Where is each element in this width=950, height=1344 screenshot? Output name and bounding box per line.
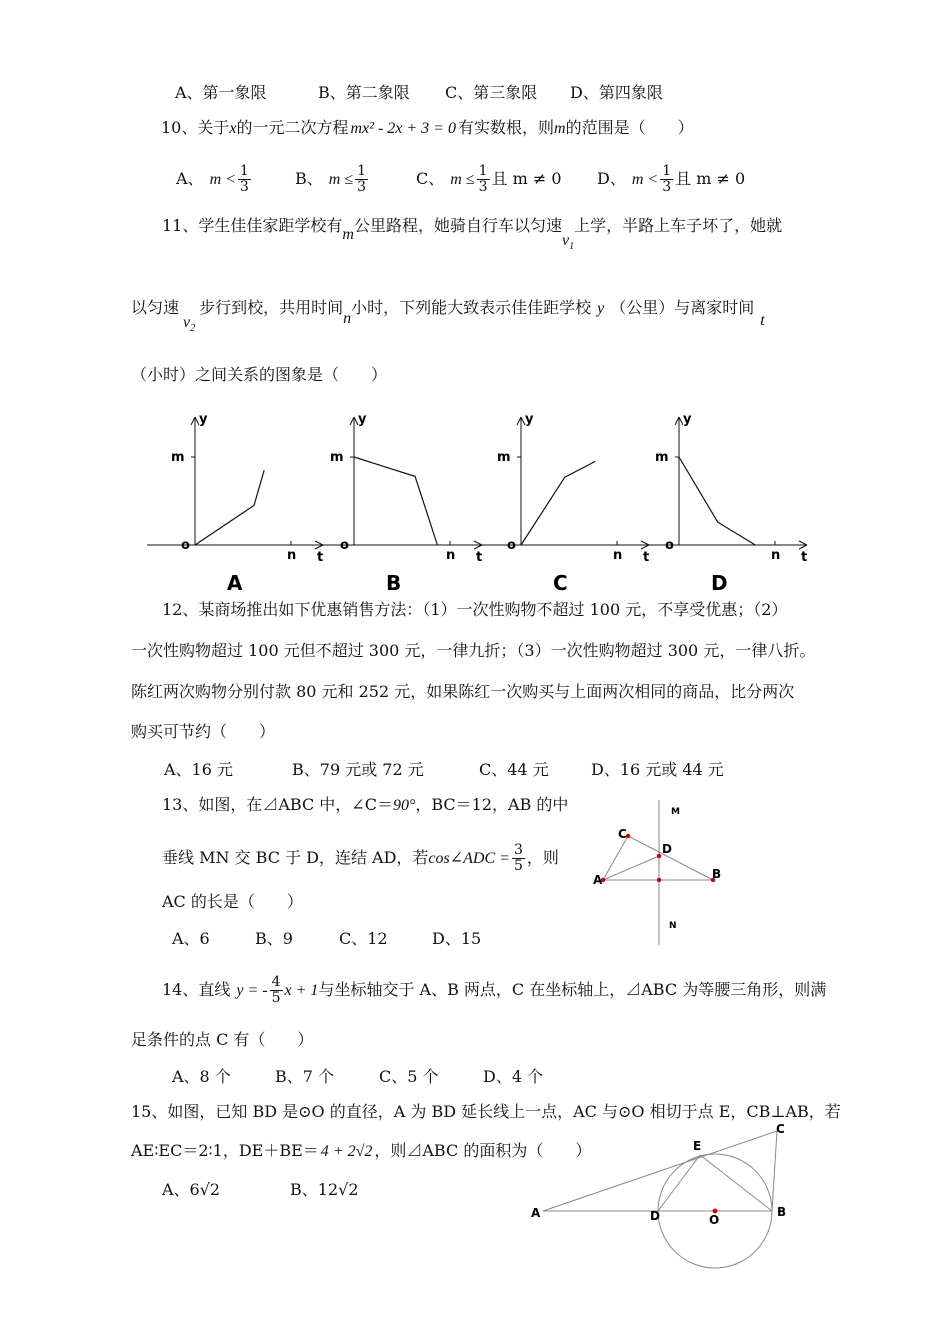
q15-option-b: B、12√2 bbox=[290, 1180, 359, 1199]
q13-line2-a: 垂线 MN 交 BC 于 D，连结 AD，若 bbox=[162, 848, 429, 867]
q14-line1 bbox=[162, 975, 826, 1006]
q12-line1 bbox=[162, 600, 787, 620]
graph-a-y-arrow bbox=[191, 417, 195, 425]
q10-option-d-label: D、 bbox=[597, 169, 626, 188]
v-subscript: 2 bbox=[190, 323, 196, 334]
label-b: B bbox=[777, 1205, 787, 1219]
graph-b-y-arrow bbox=[350, 417, 354, 425]
graph-d-label-origin: o bbox=[665, 538, 674, 553]
q11-line3 bbox=[131, 365, 387, 385]
q11-line3-text: （小时）之间关系的图象是（ ） bbox=[131, 365, 388, 384]
q11-line1-c: 上学，半路上车子坏了，她就 bbox=[574, 216, 783, 235]
q10-option-b-frac bbox=[355, 164, 368, 195]
graph-c-caption: C bbox=[553, 571, 568, 595]
q10-option-a-rel: m < bbox=[209, 171, 236, 188]
q9-option-b: B、第二象限 bbox=[318, 83, 410, 102]
q14-eq-left: y = - bbox=[236, 982, 268, 999]
graph-c-x-arrow bbox=[641, 541, 649, 545]
q14-frac bbox=[270, 975, 283, 1006]
frac-den: 3 bbox=[478, 179, 488, 195]
label-o: O bbox=[709, 1213, 720, 1227]
q11-line1-a: 11、学生佳佳家距学校有 bbox=[162, 216, 343, 235]
q11-line2-b: 步行到校，共用时间 bbox=[199, 298, 344, 317]
q13-option-d: D、15 bbox=[432, 929, 482, 948]
graph-a-label-origin: o bbox=[181, 538, 190, 553]
q11-var-m: m bbox=[342, 226, 354, 243]
graph-b-label-n: n bbox=[446, 548, 456, 563]
frac-num: 4 bbox=[271, 974, 281, 990]
label-c: C bbox=[776, 1122, 785, 1136]
q13-angle: 90° bbox=[392, 797, 416, 814]
q12-line2-text: 一次性购物超过 100 元但不超过 300 元，一律九折；（3）一次性购物超过 300 元，一律八折。 bbox=[131, 641, 816, 660]
frac-den: 3 bbox=[662, 179, 672, 195]
graph-b-label-y: y bbox=[358, 412, 367, 427]
graph-a-label-t: t bbox=[317, 550, 324, 565]
frac-num: 1 bbox=[662, 163, 672, 179]
graph-b-label-t: t bbox=[476, 550, 483, 565]
frac-num: 3 bbox=[513, 842, 523, 858]
q10-option-d-frac bbox=[660, 164, 673, 195]
q14-line2-text: 足条件的点 C 有（ ） bbox=[131, 1030, 314, 1049]
q12-option-a: A、16 元 bbox=[164, 760, 234, 779]
v-subscript: 1 bbox=[569, 241, 575, 252]
q11-line2-d: （公里）与离家时间 bbox=[610, 298, 755, 317]
ad-segment bbox=[603, 856, 659, 880]
q10-option-b bbox=[295, 164, 370, 195]
q10-option-c-rel: m ≤ bbox=[450, 171, 475, 188]
frac-num: 1 bbox=[478, 163, 488, 179]
ac-segment bbox=[543, 1131, 777, 1211]
point-d bbox=[657, 854, 661, 858]
q13-line1-a: 13、如图，在⊿ABC 中，∠C＝ bbox=[162, 795, 393, 814]
q10-option-c-extra: 且 m ≠ 0 bbox=[491, 169, 562, 188]
q12-line2 bbox=[131, 641, 815, 661]
q14-line2 bbox=[131, 1030, 313, 1050]
q13-cos-expr: cos∠ADC = bbox=[428, 850, 510, 867]
q10-option-a-label: A、 bbox=[176, 169, 204, 188]
q15-line2-a: AE∶EC＝2∶1，DE＋BE＝ bbox=[131, 1141, 319, 1160]
cb-segment bbox=[772, 1131, 777, 1211]
q12-line3 bbox=[131, 682, 794, 702]
q13-line1 bbox=[162, 795, 568, 816]
graph-d-y-arrow bbox=[675, 417, 679, 425]
q11-line2 bbox=[131, 298, 765, 339]
graph-b-label-origin: o bbox=[340, 538, 349, 553]
de-segment bbox=[658, 1155, 700, 1211]
q15-line1-text: 15、如图，已知 BD 是⊙O 的直径，A 为 BD 延长线上一点，AC 与⊙O 相切于点 E，CB⊥AB，若 bbox=[131, 1102, 841, 1121]
q11-var-v2 bbox=[183, 314, 196, 334]
label-m: M bbox=[671, 807, 680, 817]
q13-option-c: C、12 bbox=[339, 929, 388, 948]
v-symbol: v bbox=[561, 232, 570, 249]
q13-option-a: A、6 bbox=[172, 929, 210, 948]
graph-c-label-m: m bbox=[497, 450, 511, 465]
q14-suffix: 与坐标轴交于 A、B 两点，C 在坐标轴上，⊿ABC 为等腰三角形，则满 bbox=[318, 980, 827, 999]
q10-mid: 的一元二次方程 bbox=[236, 118, 349, 137]
graph-a-x-arrow bbox=[315, 541, 323, 545]
q10-option-c-frac bbox=[477, 164, 490, 195]
q10-option-d bbox=[597, 164, 745, 195]
q14-option-c: C、5 个 bbox=[379, 1067, 439, 1086]
q15-option-a: A、6√2 bbox=[162, 1180, 221, 1199]
graph-a-label-y: y bbox=[199, 412, 208, 427]
q10-options bbox=[0, 155, 950, 201]
q13-option-b: B、9 bbox=[255, 929, 293, 948]
q10-option-a-frac bbox=[238, 164, 251, 195]
q10-prefix: 10、关于 bbox=[161, 118, 230, 137]
graph-c-label-t: t bbox=[643, 550, 650, 565]
q11-line1 bbox=[162, 216, 782, 257]
graph-a-label-n: n bbox=[287, 548, 297, 563]
q14-eq-right: x + 1 bbox=[284, 982, 319, 999]
graph-c-y-arrow bbox=[517, 417, 521, 425]
q12-line3-text: 陈红两次购物分别付款 80 元和 252 元，如果陈红一次购买与上面两次相同的商品，比分两次 bbox=[131, 682, 795, 701]
frac-num: 1 bbox=[239, 163, 249, 179]
q10-after-eq: 有实数根，则 bbox=[457, 118, 554, 137]
label-a: A bbox=[593, 873, 603, 887]
label-b: B bbox=[712, 867, 722, 881]
q10-option-b-label: B、 bbox=[295, 169, 323, 188]
q10-suffix: 的范围是（ ） bbox=[565, 118, 694, 137]
q12-option-d: D、16 元或 44 元 bbox=[591, 760, 724, 779]
q10-option-d-extra: 且 m ≠ 0 bbox=[675, 169, 746, 188]
graph-b-curve bbox=[354, 457, 437, 545]
q11-var-v1 bbox=[561, 232, 575, 252]
graph-d-x-arrow bbox=[799, 545, 807, 549]
frac-den: 3 bbox=[357, 179, 367, 195]
q11-var-t: t bbox=[760, 312, 765, 329]
q13-frac bbox=[512, 843, 525, 874]
graph-d-label-t: t bbox=[801, 550, 808, 565]
q13-line2-b: ，则 bbox=[526, 848, 559, 867]
q10-option-c-label: C、 bbox=[416, 169, 445, 188]
point-midpoint bbox=[657, 878, 661, 882]
q15-figure bbox=[525, 1118, 805, 1298]
q13-line2 bbox=[162, 843, 559, 874]
q15-line2-b: ，则⊿ABC 的面积为（ ） bbox=[374, 1141, 592, 1160]
q10-option-d-rel: m < bbox=[631, 171, 659, 188]
q10-equation: mx² - 2x + 3 = 0 bbox=[350, 120, 456, 137]
graph-c-label-n: n bbox=[613, 548, 623, 563]
q14-option-a: A、8 个 bbox=[172, 1067, 231, 1086]
label-d: D bbox=[662, 842, 672, 856]
q13-line1-b: ，BC＝12，AB 的中 bbox=[415, 795, 569, 814]
frac-num: 1 bbox=[357, 163, 367, 179]
q10-option-c bbox=[416, 164, 562, 195]
frac-den: 5 bbox=[513, 858, 523, 874]
graph-c-label-y: y bbox=[525, 412, 534, 427]
q10-var-m: m bbox=[554, 120, 566, 137]
q13-line3-text: AC 的长是（ ） bbox=[162, 892, 303, 911]
q9-option-d: D、第四象限 bbox=[570, 83, 663, 102]
q11-line2-c: 小时，下列能大致表示佳佳距学校 bbox=[351, 298, 592, 317]
graph-d-curve bbox=[679, 457, 755, 545]
q9-option-a: A、第一象限 bbox=[175, 83, 267, 102]
graph-d-label-n: n bbox=[771, 548, 781, 563]
q10-option-b-rel: m ≤ bbox=[328, 171, 354, 188]
label-d: D bbox=[650, 1209, 660, 1223]
q12-option-c: C、44 元 bbox=[479, 760, 549, 779]
q11-line1-b: 公里路程，她骑自行车以匀速 bbox=[353, 216, 562, 235]
q12-option-b: B、79 元或 72 元 bbox=[292, 760, 424, 779]
graph-a-x-arrow bbox=[315, 545, 323, 549]
label-n: N bbox=[669, 921, 677, 931]
graph-c-x-arrow bbox=[641, 545, 649, 549]
label-c: C bbox=[618, 827, 627, 841]
graph-c-curve bbox=[521, 461, 595, 545]
q9-option-c: C、第三象限 bbox=[445, 83, 538, 102]
q12-line4-text: 购买可节约（ ） bbox=[131, 722, 276, 741]
q10-stem bbox=[161, 118, 694, 139]
q11-var-y: y bbox=[597, 300, 605, 317]
graph-a-label-m: m bbox=[171, 450, 185, 465]
q12-line4 bbox=[131, 722, 275, 742]
graph-b-caption: B bbox=[386, 571, 402, 595]
q14-prefix: 14、直线 bbox=[162, 980, 231, 999]
q15-expr: 4 + 2√2 bbox=[320, 1143, 373, 1160]
graph-d-label-m: m bbox=[655, 450, 669, 465]
q14-option-b: B、7 个 bbox=[275, 1067, 335, 1086]
label-e: E bbox=[693, 1139, 702, 1153]
eb-segment bbox=[700, 1155, 772, 1211]
q14-option-d: D、4 个 bbox=[483, 1067, 544, 1086]
ac-segment bbox=[603, 836, 628, 880]
graph-d-caption: D bbox=[711, 571, 728, 595]
q10-option-a bbox=[176, 164, 253, 195]
frac-den: 5 bbox=[271, 990, 281, 1006]
graph-b-label-m: m bbox=[330, 450, 344, 465]
q11-line2-a: 以匀速 bbox=[131, 298, 180, 317]
label-a: A bbox=[531, 1206, 541, 1220]
graph-a-curve bbox=[195, 470, 264, 545]
q13-figure bbox=[585, 800, 745, 950]
graph-a-caption: A bbox=[227, 571, 243, 595]
q10-var-x: x bbox=[229, 120, 237, 137]
graph-c-label-origin: o bbox=[507, 538, 516, 553]
q13-line3 bbox=[162, 892, 303, 912]
q15-line2 bbox=[131, 1141, 591, 1162]
v-symbol: v bbox=[183, 314, 191, 331]
graph-b-x-arrow bbox=[474, 541, 482, 545]
q12-line1-text: 12、某商场推出如下优惠销售方法：（1）一次性购物不超过 100 元，不享受优惠；（2） bbox=[162, 600, 788, 619]
q11-var-n: n bbox=[343, 310, 352, 327]
graph-d-x-arrow bbox=[799, 541, 807, 545]
graph-b-x-arrow bbox=[474, 545, 482, 549]
graph-d-label-y: y bbox=[683, 412, 692, 427]
frac-den: 3 bbox=[239, 179, 249, 195]
q11-graphs bbox=[0, 405, 950, 605]
